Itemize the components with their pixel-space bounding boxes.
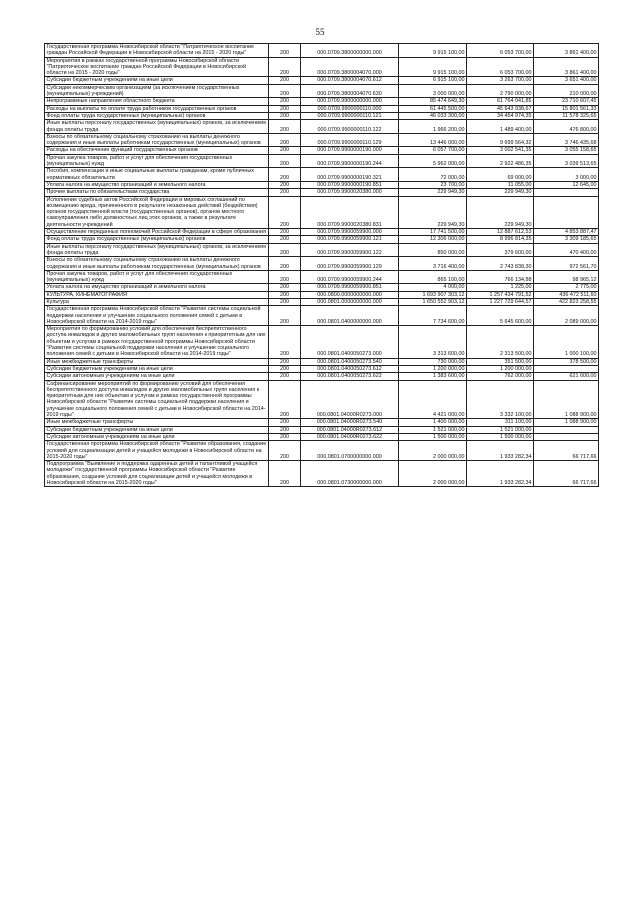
classification-code-cell: 000.0801.0000000000.000 <box>301 298 399 305</box>
page-number: 55 <box>315 27 325 37</box>
executed-amount-cell: 1 200 000,00 <box>467 365 534 372</box>
section-code-cell: 200 <box>269 243 301 257</box>
section-code-cell: 200 <box>269 236 301 243</box>
table-row <box>45 284 599 291</box>
approved-amount-cell: 61 445 500,00 <box>399 105 467 112</box>
table-row <box>45 426 599 433</box>
classification-code-cell: 000.0801.04000R0273.540 <box>301 419 399 426</box>
approved-amount-cell: 5 962 000,00 <box>399 154 467 168</box>
approved-amount-cell: 3 716 400,00 <box>399 257 467 271</box>
section-code-cell: 200 <box>269 291 301 298</box>
section-code-cell: 200 <box>269 196 301 228</box>
table-row <box>45 77 599 84</box>
unexecuted-amount-cell: 3 861 400,00 <box>534 57 599 77</box>
table-row <box>45 84 599 98</box>
section-code-cell: 200 <box>269 98 301 105</box>
table-row <box>45 243 599 257</box>
approved-amount-cell: 730 000,00 <box>399 358 467 365</box>
executed-amount-cell: 229 949,30 <box>467 189 534 196</box>
approved-amount-cell: 46 033 300,00 <box>399 112 467 119</box>
approved-amount-cell: 6 057 700,00 <box>399 147 467 154</box>
table-row <box>45 196 599 228</box>
section-code-cell: 200 <box>269 120 301 134</box>
row-name-cell: Государственная программа Новосибирской области "Патриотическое воспитание граждан Российской Федерации в Новосибирской области на 2015 - 2020 годы" <box>45 44 269 58</box>
approved-amount-cell: 1 383 600,00 <box>399 373 467 380</box>
approved-amount-cell: 1 200 000,00 <box>399 365 467 372</box>
classification-code-cell: 000.0709.9900000190.244 <box>301 154 399 168</box>
approved-amount-cell: 4 000,00 <box>399 284 467 291</box>
section-code-cell: 200 <box>269 298 301 305</box>
section-code-cell: 200 <box>269 380 301 419</box>
table-row <box>45 461 599 487</box>
unexecuted-amount-cell: 66 717,66 <box>534 441 599 461</box>
classification-code-cell: 000.0709.9900059900.000 <box>301 229 399 236</box>
executed-amount-cell: 45 643 938,67 <box>467 105 534 112</box>
section-code-cell: 200 <box>269 168 301 182</box>
approved-amount-cell: 72 000,00 <box>399 168 467 182</box>
row-name-cell: Взносы по обязательному социальному страхованию на выплаты денежного содержания и иные выплаты работникам государственных (муниципальных) органов <box>45 133 269 147</box>
row-name-cell: Расходы на обеспечение функций государственных органов <box>45 147 269 154</box>
section-code-cell: 200 <box>269 84 301 98</box>
unexecuted-amount-cell: 1 000 100,00 <box>534 326 599 358</box>
section-code-cell: 200 <box>269 257 301 271</box>
row-name-cell: Непрограммные направления областного бюджета <box>45 98 269 105</box>
executed-amount-cell: 8 996 814,35 <box>467 236 534 243</box>
table-row <box>45 189 599 196</box>
executed-amount-cell: 12 887 612,53 <box>467 229 534 236</box>
executed-amount-cell: 1 227 729 644,57 <box>467 298 534 305</box>
unexecuted-amount-cell: 2 775,00 <box>534 284 599 291</box>
table-row <box>45 98 599 105</box>
approved-amount-cell: 2 000 000,00 <box>399 461 467 487</box>
approved-amount-cell: 23 700,00 <box>399 181 467 188</box>
classification-code-cell: 000.0709.9900059900.121 <box>301 236 399 243</box>
executed-amount-cell: 6 053 700,00 <box>467 44 534 58</box>
executed-amount-cell: 1 933 282,34 <box>467 441 534 461</box>
row-name-cell: Иные межбюджетные трансферты <box>45 358 269 365</box>
row-name-cell: Фонд оплаты труда государственных (муниципальных) органов <box>45 112 269 119</box>
table-row <box>45 181 599 188</box>
unexecuted-amount-cell: 11 578 325,65 <box>534 112 599 119</box>
section-code-cell: 200 <box>269 181 301 188</box>
section-code-cell: 200 <box>269 326 301 358</box>
executed-amount-cell: 6 053 700,00 <box>467 57 534 77</box>
row-name-cell: Государственная программа Новосибирской области "Развитие системы социальной поддержки населения и улучшение социального положения семей с детьми в Новосибирской области на 2014-2019 годы" <box>45 306 269 326</box>
section-code-cell: 200 <box>269 154 301 168</box>
classification-code-cell: 000.0709.3800004070.000 <box>301 57 399 77</box>
unexecuted-amount-cell: 3 309 185,65 <box>534 236 599 243</box>
classification-code-cell: 000.0709.9900000190.321 <box>301 168 399 182</box>
row-name-cell: Субсидии некоммерческим организациям (за исключением государственных (муниципальных) учреждений) <box>45 84 269 98</box>
classification-code-cell: 000.0801.0400050273.622 <box>301 373 399 380</box>
classification-code-cell: 000.0709.9900000110.129 <box>301 133 399 147</box>
classification-code-cell: 000.0801.0400050273.540 <box>301 358 399 365</box>
executed-amount-cell: 61 764 041,85 <box>467 98 534 105</box>
classification-code-cell: 000.0709.9900059900.122 <box>301 243 399 257</box>
executed-amount-cell: 766 134,88 <box>467 270 534 284</box>
classification-code-cell: 000.0709.9900000190.851 <box>301 181 399 188</box>
table-row <box>45 291 599 298</box>
classification-code-cell: 000.0800.0000000000.000 <box>301 291 399 298</box>
row-name-cell: КУЛЬТУРА, КИНЕМАТОГРАФИЯ <box>45 291 269 298</box>
classification-code-cell: 000.0801.04000R0273.612 <box>301 426 399 433</box>
approved-amount-cell: 229 949,30 <box>399 196 467 228</box>
executed-amount-cell: 1 257 434 791,52 <box>467 291 534 298</box>
executed-amount-cell: 2 790 000,00 <box>467 84 534 98</box>
classification-code-cell: 000.0801.0700000000.000 <box>301 441 399 461</box>
unexecuted-amount-cell <box>534 196 599 228</box>
classification-code-cell: 000.0801.04000R0273.000 <box>301 380 399 419</box>
approved-amount-cell: 2 000 000,00 <box>399 441 467 461</box>
executed-amount-cell: 2 313 500,00 <box>467 326 534 358</box>
budget-table <box>44 43 599 487</box>
table-row <box>45 57 599 77</box>
executed-amount-cell: 9 699 564,32 <box>467 133 534 147</box>
row-name-cell: Подпрограмма "Выявление и поддержка одаренных детей и талантливой учащейся молодежи" государственной программы Новосибирской области "Развитие образования, создание условий для социализации детей и учащейся молодежи в Новосибирской области на 2015-2020 годы" <box>45 461 269 487</box>
section-code-cell: 200 <box>269 426 301 433</box>
approved-amount-cell: 85 474 649,30 <box>399 98 467 105</box>
section-code-cell: 200 <box>269 112 301 119</box>
row-name-cell: Субсидии бюджетным учреждениям на иные цели <box>45 426 269 433</box>
classification-code-cell: 000.0709.9900000110.000 <box>301 105 399 112</box>
unexecuted-amount-cell: 1 088 900,00 <box>534 419 599 426</box>
table-row <box>45 419 599 426</box>
classification-code-cell: 000.0709.9900020380.000 <box>301 189 399 196</box>
executed-amount-cell: 1 521 000,00 <box>467 426 534 433</box>
executed-amount-cell: 1 489 400,00 <box>467 120 534 134</box>
executed-amount-cell: 69 000,00 <box>467 168 534 182</box>
unexecuted-amount-cell: 476 800,00 <box>534 120 599 134</box>
row-name-cell: Прочая закупка товаров, работ и услуг для обеспечения государственных (муниципальных) нужд <box>45 154 269 168</box>
approved-amount-cell: 850 000,00 <box>399 243 467 257</box>
executed-amount-cell: 311 100,00 <box>467 419 534 426</box>
classification-code-cell: 000.0709.9900059900.129 <box>301 257 399 271</box>
row-name-cell: Иные межбюджетные трансферты <box>45 419 269 426</box>
table-row <box>45 433 599 440</box>
approved-amount-cell: 7 734 600,00 <box>399 306 467 326</box>
unexecuted-amount-cell: 436 472 511,60 <box>534 291 599 298</box>
row-name-cell: Иные выплаты персоналу государственных (муниципальных) органов, за исключением фонда оплаты труда <box>45 243 269 257</box>
executed-amount-cell: 229 949,30 <box>467 196 534 228</box>
table-row <box>45 236 599 243</box>
row-name-cell: Уплата налога на имущество организаций и земельного налога <box>45 284 269 291</box>
row-name-cell: Субсидии бюджетным учреждениям на иные цели <box>45 365 269 372</box>
row-name-cell: Осуществление переданных полномочий Российской Федерации в сфере образования <box>45 229 269 236</box>
section-code-cell: 200 <box>269 284 301 291</box>
approved-amount-cell: 865 100,00 <box>399 270 467 284</box>
unexecuted-amount-cell: 3 039 513,65 <box>534 154 599 168</box>
row-name-cell: Софинансирование мероприятий по формированию условий для обеспечения беспрепятственного доступа инвалидов и других маломобильных групп населения к приоритетным для них объектам и услугам в рамках государственной программы Новосибирской области "Развитие системы социальной поддержки населения и улучшение социального положения семей с детьми в Новосибирской области на 2014-2019 годы" <box>45 380 269 419</box>
approved-amount-cell: 9 915 100,00 <box>399 44 467 58</box>
section-code-cell: 200 <box>269 57 301 77</box>
executed-amount-cell: 11 055,00 <box>467 181 534 188</box>
row-name-cell: Прочая закупка товаров, работ и услуг для обеспечения государственных (муниципальных) нужд <box>45 270 269 284</box>
unexecuted-amount-cell <box>534 189 599 196</box>
section-code-cell: 200 <box>269 147 301 154</box>
approved-amount-cell: 1 650 552 903,12 <box>399 298 467 305</box>
approved-amount-cell: 12 306 000,00 <box>399 236 467 243</box>
unexecuted-amount-cell: 12 645,00 <box>534 181 599 188</box>
row-name-cell: Фонд оплаты труда государственных (муниципальных) органов <box>45 236 269 243</box>
classification-code-cell: 000.0709.9900000000.000 <box>301 98 399 105</box>
unexecuted-amount-cell: 15 801 561,33 <box>534 105 599 112</box>
row-name-cell: Уплата налога на имущество организаций и земельного налога <box>45 181 269 188</box>
executed-amount-cell: 762 000,00 <box>467 373 534 380</box>
section-code-cell: 200 <box>269 373 301 380</box>
classification-code-cell: 000.0709.9900059900.244 <box>301 270 399 284</box>
executed-amount-cell: 3 002 541,35 <box>467 147 534 154</box>
classification-code-cell: 000.0801.0400050273.612 <box>301 365 399 372</box>
table-row <box>45 365 599 372</box>
table-row <box>45 154 599 168</box>
unexecuted-amount-cell: 210 000,00 <box>534 84 599 98</box>
unexecuted-amount-cell: 3 861 400,00 <box>534 44 599 58</box>
classification-code-cell: 000.0801.0400050273.000 <box>301 326 399 358</box>
section-code-cell: 200 <box>269 189 301 196</box>
approved-amount-cell: 13 446 000,00 <box>399 133 467 147</box>
section-code-cell: 200 <box>269 229 301 236</box>
executed-amount-cell: 351 500,00 <box>467 358 534 365</box>
approved-amount-cell: 4 421 000,00 <box>399 380 467 419</box>
unexecuted-amount-cell: 378 500,00 <box>534 358 599 365</box>
classification-code-cell: 000.0709.9900000110.122 <box>301 120 399 134</box>
section-code-cell: 200 <box>269 433 301 440</box>
unexecuted-amount-cell: 4 853 887,47 <box>534 229 599 236</box>
table-row <box>45 326 599 358</box>
unexecuted-amount-cell <box>534 433 599 440</box>
table-row <box>45 44 599 58</box>
row-name-cell: Мероприятия по формированию условий для обеспечения беспрепятственного доступа инвалидов и других маломобильных групп населения к приоритетным для них объектам и услугам в рамках государственной программы Новосибирской области "Развитие системы социальной поддержки населения и улучшение социального положения семей с детьми в Новосибирской области на 2014-2019 годы" <box>45 326 269 358</box>
table-row <box>45 270 599 284</box>
section-code-cell: 200 <box>269 306 301 326</box>
executed-amount-cell: 2 743 838,30 <box>467 257 534 271</box>
executed-amount-cell: 3 263 700,00 <box>467 77 534 84</box>
table-row <box>45 358 599 365</box>
classification-code-cell: 000.0801.04000R0273.622 <box>301 433 399 440</box>
unexecuted-amount-cell: 470 400,00 <box>534 243 599 257</box>
unexecuted-amount-cell: 2 089 000,00 <box>534 306 599 326</box>
table-row <box>45 380 599 419</box>
unexecuted-amount-cell <box>534 426 599 433</box>
approved-amount-cell: 1 693 907 303,12 <box>399 291 467 298</box>
executed-amount-cell: 1 933 282,34 <box>467 461 534 487</box>
approved-amount-cell: 6 915 100,00 <box>399 77 467 84</box>
executed-amount-cell: 1 225,00 <box>467 284 534 291</box>
section-code-cell: 200 <box>269 77 301 84</box>
approved-amount-cell: 17 741 500,00 <box>399 229 467 236</box>
unexecuted-amount-cell: 66 717,66 <box>534 461 599 487</box>
row-name-cell: Прочие выплаты по обязательствам государства <box>45 189 269 196</box>
unexecuted-amount-cell: 972 561,70 <box>534 257 599 271</box>
classification-code-cell: 000.0801.0400000000.000 <box>301 306 399 326</box>
row-name-cell: Иные выплаты персоналу государственных (муниципальных) органов, за исключением фонда оплаты труда <box>45 120 269 134</box>
row-name-cell: Субсидии автономным учреждениям на иные цели <box>45 433 269 440</box>
classification-code-cell: 000.0709.9900020380.831 <box>301 196 399 228</box>
approved-amount-cell: 1 500 000,00 <box>399 433 467 440</box>
table-row <box>45 373 599 380</box>
unexecuted-amount-cell: 1 088 900,00 <box>534 380 599 419</box>
classification-code-cell: 000.0709.3800000000.000 <box>301 44 399 58</box>
table-row <box>45 306 599 326</box>
table-row <box>45 133 599 147</box>
executed-amount-cell: 3 332 100,00 <box>467 380 534 419</box>
row-name-cell: Мероприятия в рамках государственной программы Новосибирской области "Патриотическое воспитание граждан Российской Федерации в Новосибирской области на 2015 - 2020 годы" <box>45 57 269 77</box>
section-code-cell: 200 <box>269 133 301 147</box>
executed-amount-cell: 5 645 600,00 <box>467 306 534 326</box>
table-row <box>45 147 599 154</box>
classification-code-cell: 000.0709.9900000110.121 <box>301 112 399 119</box>
classification-code-cell: 000.0709.3800004070.630 <box>301 84 399 98</box>
row-name-cell: Пособия, компенсации и иные социальные выплаты гражданам, кроме публичных нормативных обязательств <box>45 168 269 182</box>
unexecuted-amount-cell: 3 000,00 <box>534 168 599 182</box>
executed-amount-cell: 2 922 486,35 <box>467 154 534 168</box>
table-row <box>45 120 599 134</box>
budget-table-body <box>45 44 599 487</box>
executed-amount-cell: 379 600,00 <box>467 243 534 257</box>
approved-amount-cell: 229 949,30 <box>399 189 467 196</box>
section-code-cell: 200 <box>269 270 301 284</box>
section-code-cell: 200 <box>269 358 301 365</box>
unexecuted-amount-cell: 98 965,12 <box>534 270 599 284</box>
classification-code-cell: 000.0709.9900059900.851 <box>301 284 399 291</box>
approved-amount-cell: 3 000 000,00 <box>399 84 467 98</box>
section-code-cell: 200 <box>269 365 301 372</box>
row-name-cell: Субсидии автономным учреждениям на иные цели <box>45 373 269 380</box>
section-code-cell: 200 <box>269 461 301 487</box>
approved-amount-cell: 9 915 100,00 <box>399 57 467 77</box>
row-name-cell: Культура <box>45 298 269 305</box>
table-row <box>45 257 599 271</box>
classification-code-cell: 000.0801.0730000000.000 <box>301 461 399 487</box>
section-code-cell: 200 <box>269 105 301 112</box>
section-code-cell: 200 <box>269 441 301 461</box>
approved-amount-cell: 1 521 000,00 <box>399 426 467 433</box>
section-code-cell: 200 <box>269 44 301 58</box>
row-name-cell: Субсидии бюджетным учреждениям на иные цели <box>45 77 269 84</box>
executed-amount-cell: 1 500 000,00 <box>467 433 534 440</box>
row-name-cell: Исполнение судебных актов Российской Федерации и мировых соглашений по возмещению вреда, причиненного в результате незаконных действий (бездействия) органов государственной власти (государственных органов), органов местного самоуправления либо должностных лиц этих органов, а также в результате деятельности учреждений <box>45 196 269 228</box>
table-row <box>45 168 599 182</box>
unexecuted-amount-cell: 23 710 607,45 <box>534 98 599 105</box>
table-row <box>45 112 599 119</box>
section-code-cell: 200 <box>269 419 301 426</box>
unexecuted-amount-cell: 3 746 435,68 <box>534 133 599 147</box>
table-row <box>45 105 599 112</box>
row-name-cell: Расходы на выплаты по оплате труда работников государственных органов <box>45 105 269 112</box>
unexecuted-amount-cell: 3 055 158,65 <box>534 147 599 154</box>
approved-amount-cell: 3 313 600,00 <box>399 326 467 358</box>
classification-code-cell: 000.0709.3800004070.612 <box>301 77 399 84</box>
table-row <box>45 229 599 236</box>
executed-amount-cell: 34 454 974,35 <box>467 112 534 119</box>
unexecuted-amount-cell: 621 600,00 <box>534 373 599 380</box>
row-name-cell: Взносы по обязательному социальному страхованию на выплаты денежного содержания и иные выплаты работникам государственных (муниципальных) органов <box>45 257 269 271</box>
table-row <box>45 298 599 305</box>
unexecuted-amount-cell: 3 651 400,00 <box>534 77 599 84</box>
unexecuted-amount-cell: 422 823 258,55 <box>534 298 599 305</box>
table-row <box>45 441 599 461</box>
unexecuted-amount-cell <box>534 365 599 372</box>
approved-amount-cell: 1 400 000,00 <box>399 419 467 426</box>
classification-code-cell: 000.0709.9900000190.000 <box>301 147 399 154</box>
row-name-cell: Государственная программа Новосибирской области "Развитие образования, создание условий для социализации детей и учащейся молодежи в Новосибирской области на 2015-2020 годы" <box>45 441 269 461</box>
approved-amount-cell: 1 966 200,00 <box>399 120 467 134</box>
